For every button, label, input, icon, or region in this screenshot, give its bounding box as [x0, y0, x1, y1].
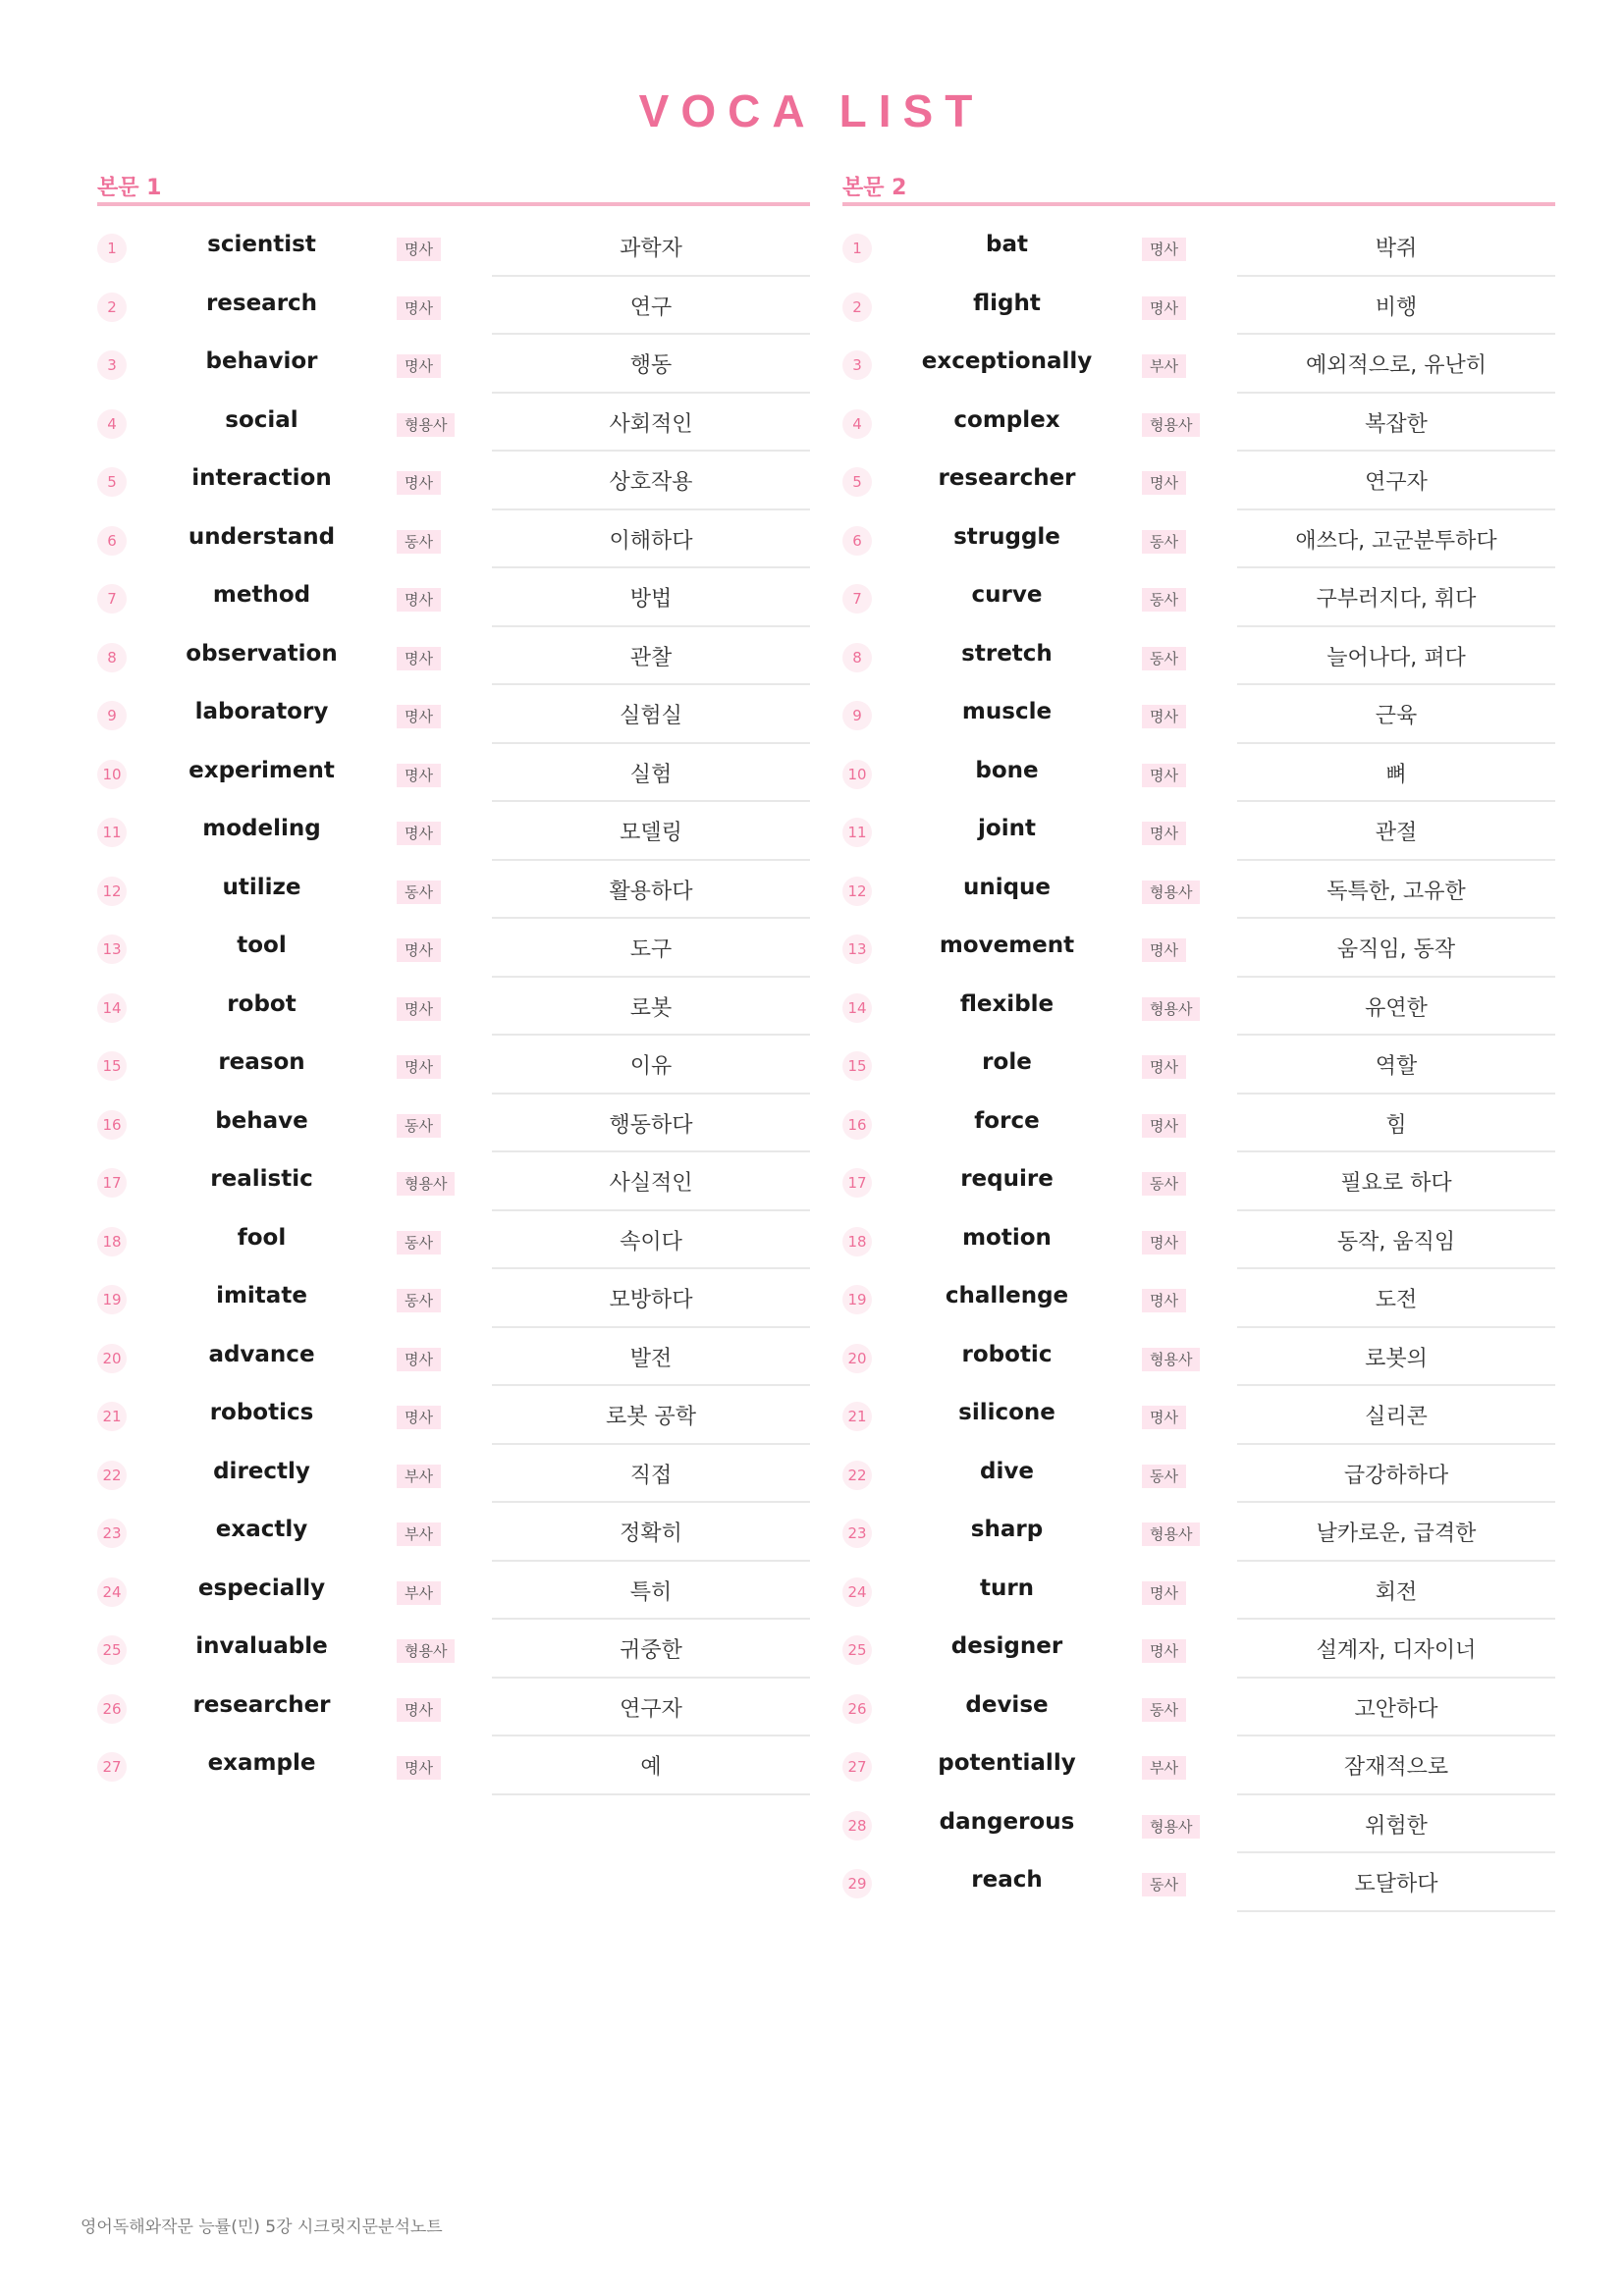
part-of-speech-tag: 형용사 [1142, 413, 1200, 437]
vocab-row [97, 568, 810, 627]
word-meaning: 회전 [1237, 1562, 1555, 1621]
word-meaning: 발전 [492, 1328, 810, 1387]
word-meaning: 잠재적으로 [1237, 1736, 1555, 1795]
part-of-speech-tag: 명사 [1142, 1289, 1186, 1312]
vocab-row [842, 1445, 1555, 1504]
word-meaning: 애쓰다, 고군분투하다 [1237, 510, 1555, 569]
word-meaning: 급강하하다 [1237, 1445, 1555, 1504]
vocab-word: sharp [970, 1517, 1044, 1542]
part-of-speech-tag: 부사 [1142, 1756, 1186, 1780]
word-meaning: 근육 [1237, 685, 1555, 744]
word-meaning: 움직임, 동작 [1237, 919, 1555, 978]
vocab-word: interaction [191, 465, 332, 491]
item-number-badge: 21 [97, 1402, 127, 1431]
vocab-row [97, 744, 810, 803]
part-of-speech-tag: 형용사 [1142, 1815, 1200, 1839]
vocab-word: role [982, 1049, 1032, 1075]
vocab-word: bat [986, 232, 1028, 257]
vocab-row [97, 685, 810, 744]
item-number-badge: 27 [97, 1752, 127, 1782]
vocab-row [842, 685, 1555, 744]
item-number-badge: 1 [842, 234, 872, 263]
part-of-speech-tag: 부사 [397, 1522, 441, 1546]
word-meaning: 고안하다 [1237, 1679, 1555, 1737]
word-meaning: 모델링 [492, 802, 810, 861]
item-number-badge: 12 [97, 877, 127, 906]
part-of-speech-tag: 명사 [1142, 238, 1186, 261]
part-of-speech-tag: 명사 [397, 647, 441, 670]
vocab-row [97, 1211, 810, 1270]
vocab-row [97, 978, 810, 1037]
vocab-word: understand [188, 523, 336, 550]
part-of-speech-tag: 명사 [1142, 1055, 1186, 1079]
vocab-row [97, 1503, 810, 1562]
word-meaning: 유연한 [1237, 978, 1555, 1037]
vocab-row [97, 1269, 810, 1328]
vocab-word: flight [973, 290, 1041, 316]
vocab-word: stretch [961, 640, 1053, 667]
item-number-badge: 15 [97, 1051, 127, 1081]
part-of-speech-tag: 명사 [397, 938, 441, 962]
vocab-word: reason [218, 1049, 305, 1075]
vocab-word: experiment [189, 757, 335, 783]
part-of-speech-tag: 명사 [397, 471, 441, 495]
word-meaning: 로봇 공학 [492, 1386, 810, 1445]
vocab-row [842, 1562, 1555, 1621]
word-meaning: 연구자 [492, 1679, 810, 1737]
part-of-speech-tag: 명사 [1142, 938, 1186, 962]
vocab-word: modeling [202, 816, 321, 841]
part-of-speech-tag: 형용사 [1142, 1522, 1200, 1546]
item-number-badge: 12 [842, 877, 872, 906]
word-meaning: 동작, 움직임 [1237, 1211, 1555, 1270]
item-number-badge: 20 [842, 1344, 872, 1373]
word-meaning: 정확히 [492, 1503, 810, 1562]
part-of-speech-tag: 명사 [1142, 1406, 1186, 1429]
part-of-speech-tag: 명사 [1142, 705, 1186, 728]
word-meaning: 로봇 [492, 978, 810, 1037]
word-meaning: 복잡한 [1237, 394, 1555, 453]
vocab-word: directly [213, 1458, 310, 1484]
item-number-badge: 26 [842, 1694, 872, 1724]
vocab-word: dangerous [939, 1808, 1075, 1835]
word-meaning: 날카로운, 급격한 [1237, 1503, 1555, 1562]
vocab-row [842, 1036, 1555, 1095]
vocab-row [842, 510, 1555, 569]
item-number-badge: 14 [97, 993, 127, 1023]
item-number-badge: 24 [97, 1577, 127, 1607]
word-meaning: 연구자 [1237, 452, 1555, 510]
section-heading: 본문 2 [842, 165, 1555, 206]
word-meaning: 사실적인 [492, 1152, 810, 1211]
part-of-speech-tag: 형용사 [397, 1172, 455, 1196]
word-meaning: 예외적으로, 유난히 [1237, 335, 1555, 394]
vocab-row [842, 744, 1555, 803]
item-number-badge: 1 [97, 234, 127, 263]
vocab-word: imitate [216, 1283, 307, 1308]
item-number-badge: 10 [97, 760, 127, 789]
vocab-word: scientist [207, 232, 316, 257]
vocab-row [97, 1736, 810, 1795]
vocab-word: utilize [222, 874, 301, 900]
vocab-word: potentially [938, 1750, 1076, 1776]
part-of-speech-tag: 명사 [1142, 1231, 1186, 1255]
vocab-word: advance [208, 1341, 315, 1367]
word-meaning: 실리콘 [1237, 1386, 1555, 1445]
item-number-badge: 25 [842, 1635, 872, 1665]
vocab-row [842, 1503, 1555, 1562]
page-title: VOCA LIST [638, 85, 985, 136]
vocab-word: especially [197, 1575, 326, 1601]
part-of-speech-tag: 명사 [397, 588, 441, 612]
item-number-badge: 23 [97, 1519, 127, 1548]
section-2 [842, 165, 1555, 1912]
part-of-speech-tag: 동사 [397, 1114, 441, 1138]
vocab-row [842, 1095, 1555, 1153]
vocab-word: example [207, 1750, 316, 1776]
word-meaning: 직접 [492, 1445, 810, 1504]
vocab-row [842, 978, 1555, 1037]
item-number-badge: 23 [842, 1519, 872, 1548]
word-meaning: 독특한, 고유한 [1237, 861, 1555, 920]
item-number-badge: 18 [842, 1227, 872, 1256]
vocab-row [842, 1620, 1555, 1679]
word-meaning: 실험실 [492, 685, 810, 744]
vocab-word: exceptionally [921, 348, 1093, 374]
part-of-speech-tag: 동사 [1142, 1698, 1186, 1722]
item-number-badge: 29 [842, 1869, 872, 1898]
part-of-speech-tag: 명사 [397, 822, 441, 845]
word-meaning: 이해하다 [492, 510, 810, 569]
vocab-row [842, 394, 1555, 453]
part-of-speech-tag: 동사 [397, 881, 441, 904]
item-number-badge: 26 [97, 1694, 127, 1724]
vocab-row [97, 452, 810, 510]
item-number-badge: 25 [97, 1635, 127, 1665]
word-meaning: 특히 [492, 1562, 810, 1621]
vocab-row [97, 1152, 810, 1211]
word-meaning: 연구 [492, 277, 810, 336]
vocab-row [97, 1328, 810, 1387]
vocab-word: force [974, 1107, 1040, 1134]
vocab-row [97, 919, 810, 978]
part-of-speech-tag: 동사 [1142, 530, 1186, 554]
part-of-speech-tag: 명사 [1142, 1114, 1186, 1138]
vocab-word: muscle [961, 699, 1053, 724]
vocab-word: behavior [205, 348, 318, 374]
word-meaning: 힘 [1237, 1095, 1555, 1153]
word-meaning: 박쥐 [1237, 218, 1555, 277]
word-meaning: 설계자, 디자이너 [1237, 1620, 1555, 1679]
vocab-row [97, 1386, 810, 1445]
vocab-word: social [225, 406, 298, 433]
item-number-badge: 16 [842, 1110, 872, 1140]
item-number-badge: 17 [842, 1168, 872, 1198]
part-of-speech-tag: 명사 [397, 1406, 441, 1429]
part-of-speech-tag: 동사 [397, 1231, 441, 1255]
vocab-row [97, 1036, 810, 1095]
item-number-badge: 7 [842, 584, 872, 614]
item-number-badge: 7 [97, 584, 127, 614]
vocab-row [842, 218, 1555, 277]
word-meaning: 활용하다 [492, 861, 810, 920]
word-meaning: 속이다 [492, 1211, 810, 1270]
section-1 [97, 165, 810, 1795]
item-number-badge: 17 [97, 1168, 127, 1198]
vocab-row [842, 1328, 1555, 1387]
vocab-word: unique [962, 874, 1052, 900]
part-of-speech-tag: 명사 [397, 238, 441, 261]
vocab-row [842, 1269, 1555, 1328]
part-of-speech-tag: 명사 [1142, 1639, 1186, 1663]
footer-text: 영어독해와작문 능률(민) 5강 시크릿지문분석노트 [81, 2217, 443, 2237]
vocab-word: devise [965, 1691, 1049, 1718]
item-number-badge: 27 [842, 1752, 872, 1782]
vocab-row [842, 1736, 1555, 1795]
item-number-badge: 2 [97, 293, 127, 322]
vocab-word: reach [971, 1867, 1043, 1893]
part-of-speech-tag: 명사 [397, 705, 441, 728]
vocab-word: bone [975, 757, 1039, 783]
vocab-list [842, 218, 1555, 1912]
part-of-speech-tag: 명사 [397, 997, 441, 1021]
vocab-list [97, 218, 810, 1795]
vocab-word: fool [237, 1224, 287, 1251]
vocab-row [842, 627, 1555, 686]
item-number-badge: 3 [97, 350, 127, 380]
vocab-word: silicone [958, 1400, 1055, 1425]
word-meaning: 모방하다 [492, 1269, 810, 1328]
item-number-badge: 2 [842, 293, 872, 322]
word-meaning: 과학자 [492, 218, 810, 277]
vocab-word: researcher [938, 465, 1076, 491]
vocab-row [842, 861, 1555, 920]
vocab-row [842, 335, 1555, 394]
word-meaning: 뼈 [1237, 744, 1555, 803]
part-of-speech-tag: 명사 [397, 1055, 441, 1079]
item-number-badge: 13 [842, 934, 872, 964]
part-of-speech-tag: 명사 [397, 1698, 441, 1722]
vocab-word: observation [186, 640, 338, 667]
vocab-word: researcher [192, 1691, 331, 1718]
vocab-row [97, 510, 810, 569]
vocab-word: robot [227, 990, 297, 1017]
vocab-word: robotics [209, 1400, 314, 1425]
part-of-speech-tag: 명사 [1142, 296, 1186, 320]
part-of-speech-tag: 동사 [1142, 1172, 1186, 1196]
word-meaning: 상호작용 [492, 452, 810, 510]
vocab-word: flexible [959, 990, 1055, 1017]
vocab-row [842, 919, 1555, 978]
item-number-badge: 18 [97, 1227, 127, 1256]
item-number-badge: 22 [97, 1461, 127, 1490]
vocab-word: invaluable [195, 1633, 328, 1659]
item-number-badge: 22 [842, 1461, 872, 1490]
vocab-row [97, 802, 810, 861]
item-number-badge: 16 [97, 1110, 127, 1140]
vocab-word: struggle [953, 523, 1060, 550]
vocab-row [842, 1386, 1555, 1445]
vocab-word: require [960, 1166, 1054, 1192]
word-meaning: 비행 [1237, 277, 1555, 336]
vocab-word: laboratory [194, 699, 329, 724]
word-meaning: 방법 [492, 568, 810, 627]
word-meaning: 관찰 [492, 627, 810, 686]
item-number-badge: 8 [842, 643, 872, 672]
word-meaning: 행동 [492, 335, 810, 394]
part-of-speech-tag: 부사 [397, 1581, 441, 1605]
vocab-row [97, 1562, 810, 1621]
item-number-badge: 20 [97, 1344, 127, 1373]
item-number-badge: 10 [842, 760, 872, 789]
section-heading: 본문 1 [97, 165, 810, 206]
word-meaning: 도전 [1237, 1269, 1555, 1328]
part-of-speech-tag: 동사 [397, 530, 441, 554]
item-number-badge: 3 [842, 350, 872, 380]
word-meaning: 실험 [492, 744, 810, 803]
part-of-speech-tag: 명사 [1142, 471, 1186, 495]
item-number-badge: 5 [97, 467, 127, 497]
vocab-word: dive [980, 1458, 1034, 1484]
vocab-row [842, 1211, 1555, 1270]
vocab-row [842, 1853, 1555, 1912]
part-of-speech-tag: 형용사 [397, 413, 455, 437]
item-number-badge: 11 [97, 818, 127, 847]
item-number-badge: 9 [842, 701, 872, 730]
vocab-word: turn [979, 1575, 1035, 1601]
item-number-badge: 13 [97, 934, 127, 964]
vocab-word: curve [971, 582, 1043, 608]
vocab-row [842, 277, 1555, 336]
word-meaning: 로봇의 [1237, 1328, 1555, 1387]
word-meaning: 예 [492, 1736, 810, 1795]
word-meaning: 사회적인 [492, 394, 810, 453]
vocab-word: designer [950, 1633, 1063, 1659]
item-number-badge: 6 [842, 526, 872, 556]
item-number-badge: 9 [97, 701, 127, 730]
item-number-badge: 15 [842, 1051, 872, 1081]
part-of-speech-tag: 형용사 [397, 1639, 455, 1663]
item-number-badge: 11 [842, 818, 872, 847]
item-number-badge: 4 [842, 409, 872, 439]
item-number-badge: 24 [842, 1577, 872, 1607]
part-of-speech-tag: 형용사 [1142, 881, 1200, 904]
part-of-speech-tag: 동사 [1142, 1873, 1186, 1896]
vocab-word: robotic [961, 1341, 1053, 1367]
word-meaning: 늘어나다, 펴다 [1237, 627, 1555, 686]
vocab-row [97, 335, 810, 394]
item-number-badge: 4 [97, 409, 127, 439]
part-of-speech-tag: 명사 [1142, 822, 1186, 845]
vocab-word: challenge [945, 1283, 1069, 1308]
part-of-speech-tag: 동사 [1142, 647, 1186, 670]
word-meaning: 도구 [492, 919, 810, 978]
vocab-row [842, 802, 1555, 861]
vocab-row [97, 394, 810, 453]
vocab-word: joint [978, 816, 1036, 841]
vocab-row [97, 1620, 810, 1679]
item-number-badge: 21 [842, 1402, 872, 1431]
part-of-speech-tag: 명사 [397, 1348, 441, 1371]
part-of-speech-tag: 명사 [397, 1756, 441, 1780]
item-number-badge: 14 [842, 993, 872, 1023]
vocab-row [97, 277, 810, 336]
vocab-row [842, 1679, 1555, 1737]
item-number-badge: 28 [842, 1811, 872, 1841]
word-meaning: 행동하다 [492, 1095, 810, 1153]
vocab-row [842, 1795, 1555, 1854]
vocab-row [842, 452, 1555, 510]
part-of-speech-tag: 명사 [1142, 764, 1186, 787]
vocab-row [97, 861, 810, 920]
vocab-word: motion [962, 1224, 1052, 1251]
part-of-speech-tag: 동사 [397, 1289, 441, 1312]
vocab-word: movement [939, 933, 1075, 958]
part-of-speech-tag: 명사 [1142, 1581, 1186, 1605]
item-number-badge: 19 [842, 1285, 872, 1314]
vocab-row [97, 1679, 810, 1737]
vocab-row [97, 218, 810, 277]
part-of-speech-tag: 형용사 [1142, 997, 1200, 1021]
vocab-word: method [212, 582, 311, 608]
item-number-badge: 6 [97, 526, 127, 556]
vocab-row [97, 1445, 810, 1504]
part-of-speech-tag: 동사 [1142, 1465, 1186, 1488]
word-meaning: 관절 [1237, 802, 1555, 861]
vocab-row [97, 1095, 810, 1153]
part-of-speech-tag: 형용사 [1142, 1348, 1200, 1371]
item-number-badge: 8 [97, 643, 127, 672]
vocab-word: realistic [210, 1166, 313, 1192]
word-meaning: 역할 [1237, 1036, 1555, 1095]
vocab-word: tool [237, 933, 287, 958]
part-of-speech-tag: 부사 [397, 1465, 441, 1488]
word-meaning: 귀중한 [492, 1620, 810, 1679]
item-number-badge: 5 [842, 467, 872, 497]
word-meaning: 이유 [492, 1036, 810, 1095]
vocab-word: research [205, 290, 318, 316]
vocab-word: complex [953, 406, 1060, 433]
word-meaning: 필요로 하다 [1237, 1152, 1555, 1211]
part-of-speech-tag: 동사 [1142, 588, 1186, 612]
item-number-badge: 19 [97, 1285, 127, 1314]
word-meaning: 도달하다 [1237, 1853, 1555, 1912]
part-of-speech-tag: 명사 [397, 354, 441, 378]
vocab-row [842, 568, 1555, 627]
vocab-word: behave [215, 1107, 308, 1134]
part-of-speech-tag: 부사 [1142, 354, 1186, 378]
vocab-word: exactly [215, 1517, 308, 1542]
part-of-speech-tag: 명사 [397, 764, 441, 787]
word-meaning: 구부러지다, 휘다 [1237, 568, 1555, 627]
vocab-row [842, 1152, 1555, 1211]
part-of-speech-tag: 명사 [397, 296, 441, 320]
word-meaning: 위험한 [1237, 1795, 1555, 1854]
vocab-row [97, 627, 810, 686]
